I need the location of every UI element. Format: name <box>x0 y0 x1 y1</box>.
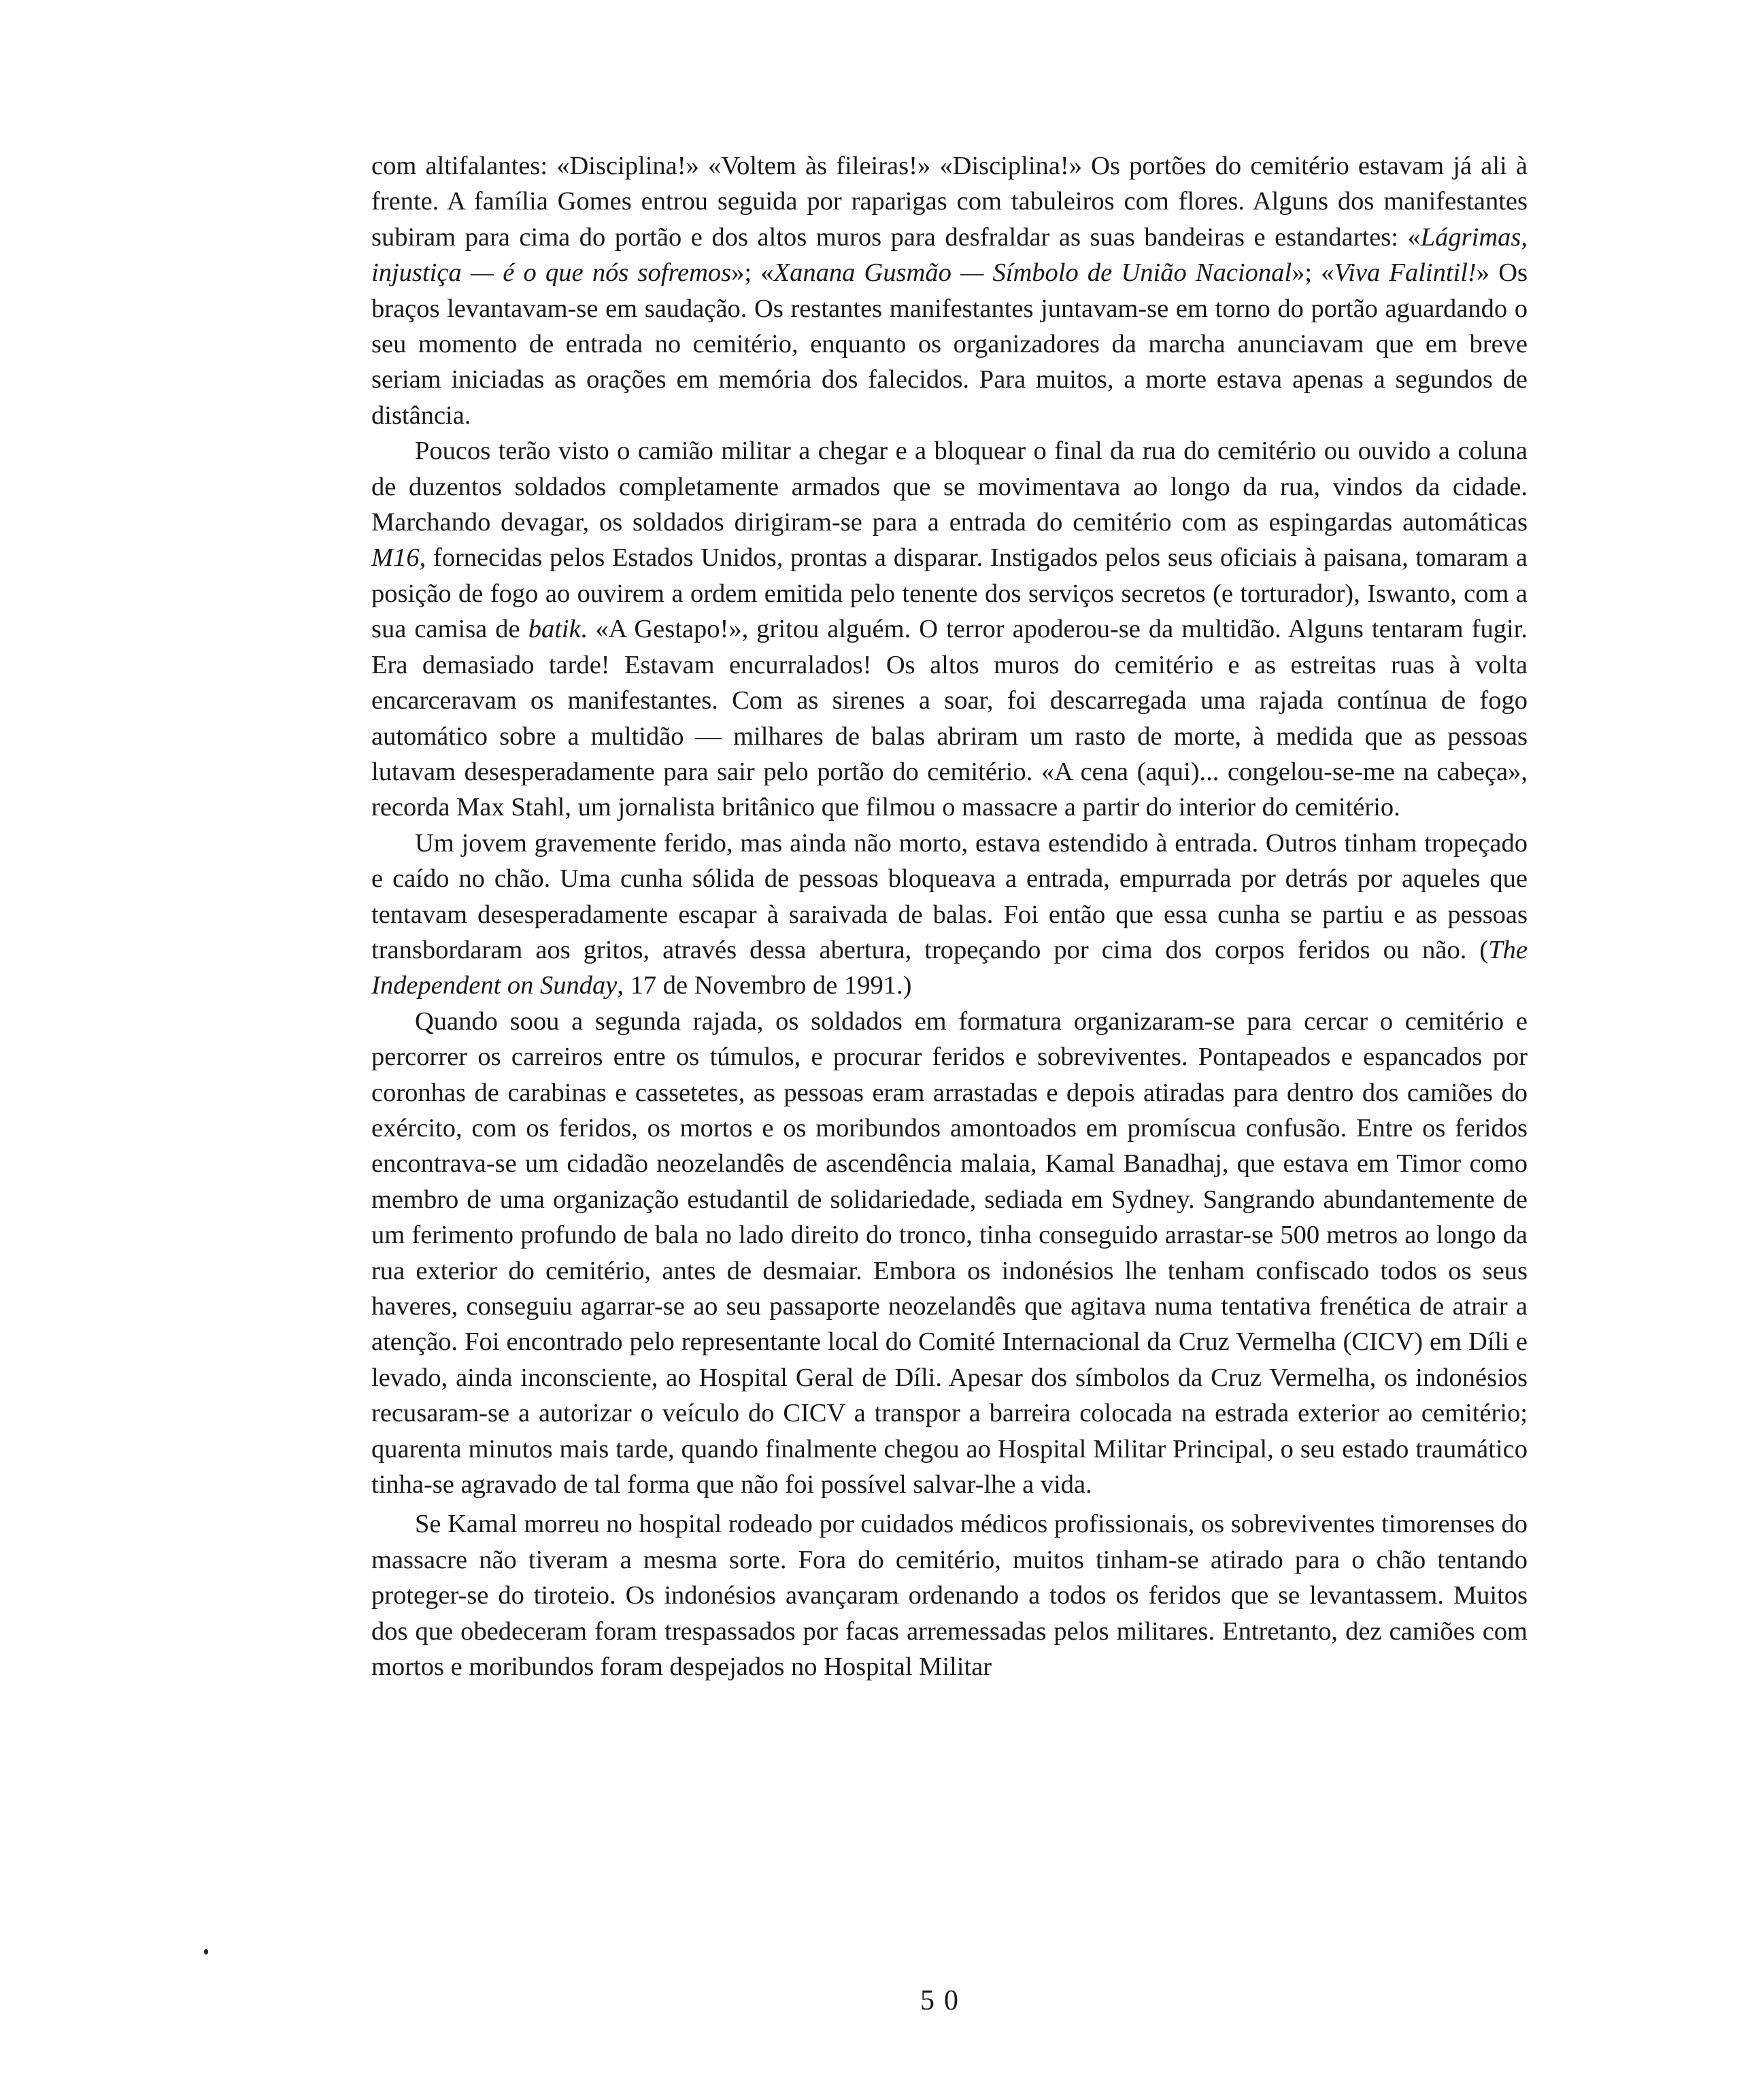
body-text <box>371 148 1528 1684</box>
page-number: 50 <box>920 1985 968 2016</box>
paragraph: Poucos terão visto o camião militar a chegar e a bloquear o final da rua do cemitério ou ouvido a coluna de duzentos soldados completamente armados que se movimentava ao longo da rua, vindos da cidade. Marchando devagar, os soldados dirigiram-se para a entrada do cemitério com as espingardas automáticas M16, fornecidas pelos Estados Unidos, prontas a disparar. Instigados pelos seus oficiais à paisana, tomaram a posição de fogo ao ouvirem a ordem emitida pelo tenente dos serviços secretos (e torturador), Iswanto, com a sua camisa de batik. «A Gestapo!», gritou alguém. O terror apoderou-se da multidão. Alguns tentaram fugir. Era demasiado tarde! Estavam encurralados! Os altos muros do cemitério e as estreitas ruas à volta encarceravam os manifestantes. Com as sirenes a soar, foi descarregada uma rajada contínua de fogo automático sobre a multidão — milhares de balas abriram um rasto de morte, à medida que as pessoas lutavam desesperadamente para sair pelo portão do cemitério. «A cena (aqui)... congelou-se-me na cabeça», recorda Max Stahl, um jornalista britânico que filmou o massacre a partir do interior do cemitério. <box>371 437 1528 822</box>
paragraph: Quando soou a segunda rajada, os soldados em formatura organizaram-se para cercar o cemitério e percorrer os carreiros entre os túmulos, e procurar feridos e sobreviventes. Pontapeados e espancados por coronhas de carabinas e cassetetes, as pessoas eram arrastadas e depois atiradas para dentro dos camiões do exército, com os feridos, os mortos e os moribundos amontoados em promíscua confusão. Entre os feridos encontrava-se um cidadão neozelandês de ascendência malaia, Kamal Banadhaj, que estava em Timor como membro de uma organização estudantil de solidariedade, sediada em Sydney. Sangrando abundantemente de um ferimento profundo de bala no lado direito do tronco, tinha conseguido arrastar-se 500 metros ao longo da rua exterior do cemitério, antes de desmaiar. Embora os indonésios lhe tenham confiscado todos os seus haveres, conseguiu agarrar-se ao seu passaporte neozelandês que agitava numa tentativa frenética de atrair a atenção. Foi encontrado pelo representante local do Comité Internacional da Cruz Vermelha (CICV) em Díli e levado, ainda inconsciente, ao Hospital Geral de Díli. Apesar dos símbolos da Cruz Vermelha, os indonésios recusaram-se a autorizar o veículo do CICV a transpor a barreira colocada na estrada exterior ao cemitério; quarenta minutos mais tarde, quando finalmente chegou ao Hospital Militar Principal, o seu estado traumático tinha-se agravado de tal forma que não foi possível salvar-lhe a vida. <box>371 1006 1528 1500</box>
paragraph: Um jovem gravemente ferido, mas ainda não morto, estava estendido à entrada. Outros tinham tropeçado e caído no chão. Uma cunha sólida de pessoas bloqueava a entrada, empurrada por detrás por aqueles que tentavam desesperadamente escapar à saraivada de balas. Foi então que essa cunha se partiu e as pessoas transbordaram aos gritos, através dessa abertura, tropeçando por cima dos corpos feridos ou não. (The Independent on Sunday, 17 de Novembro de 1991.) <box>371 828 1528 1000</box>
paragraph: com altifalantes: «Disciplina!» «Voltem às fileiras!» «Disciplina!» Os portões do cemitério estavam já ali à frente. A família Gomes entrou seguida por raparigas com tabuleiros com flores. Alguns dos manifestantes subiram para cima do portão e dos altos muros para desfraldar as suas bandeiras e estandartes: «Lágrimas, injustiça — é o que nós sofremos»; «Xanana Gusmão — Símbolo de União Nacional»; «Viva Falintil!» Os braços levantavam-se em saudação. Os restantes manifestantes juntavam-se em torno do portão aguardando o seu momento de entrada no cemitério, enquanto os organizadores da marcha anunciavam que em breve seriam iniciadas as orações em memória dos falecidos. Para muitos, a morte estava apenas a segundos de distância. <box>371 152 1528 430</box>
paragraph: Se Kamal morreu no hospital rodeado por cuidados médicos profissionais, os sobreviventes timorenses do massacre não tiveram a mesma sorte. Fora do cemitério, muitos tinham-se atirado para o chão tentando proteger-se do tiroteio. Os indonésios avançaram ordenando a todos os feridos que se levantassem. Muitos dos que obedeceram foram trespassados por facas arremessadas pelos militares. Entretanto, dez camiões com mortos e moribundos foram despejados no Hospital Militar <box>371 1510 1528 1682</box>
scan-speck <box>204 1949 208 1954</box>
